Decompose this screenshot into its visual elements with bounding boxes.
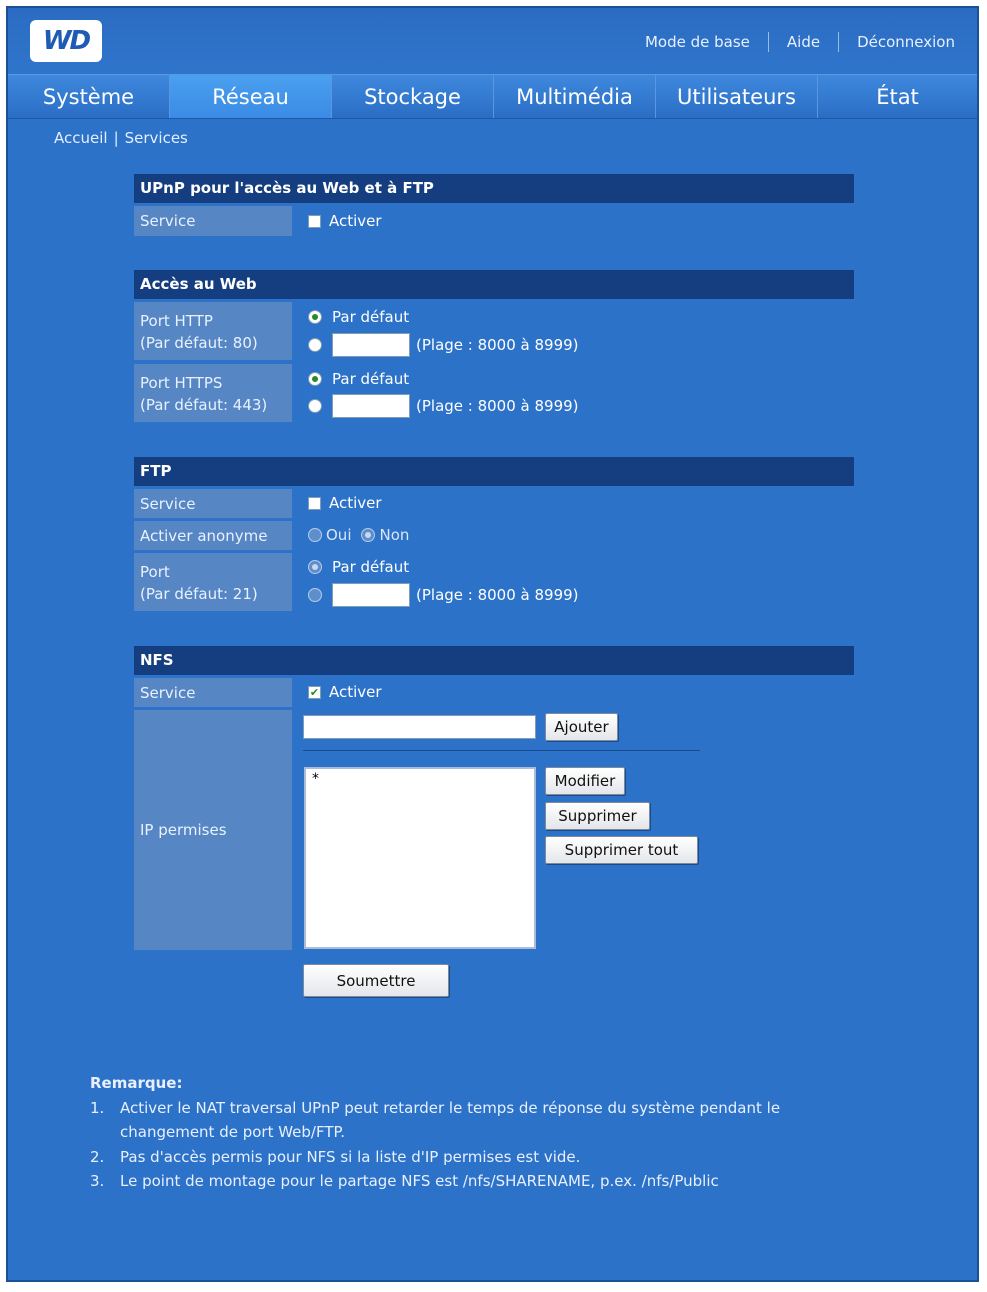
ftp-anon-non-radio[interactable] — [361, 528, 375, 542]
link-divider — [768, 32, 769, 52]
logout-link[interactable]: Déconnexion — [857, 33, 955, 51]
wd-logo[interactable] — [30, 20, 102, 62]
ftp-activer-label: Activer — [329, 494, 382, 512]
nfs-ip-input[interactable] — [303, 715, 536, 739]
link-divider — [838, 32, 839, 52]
web-section-title: Accès au Web — [134, 270, 854, 299]
upnp-service-label: Service — [134, 206, 292, 236]
ip-list-item[interactable]: * — [312, 771, 319, 787]
ftp-service-label: Service — [134, 489, 292, 518]
supprimer-tout-button[interactable]: Supprimer tout — [545, 836, 698, 864]
tab-reseau[interactable]: Réseau — [170, 75, 332, 118]
supprimer-button[interactable]: Supprimer — [545, 802, 650, 830]
remarque-note — [90, 1071, 780, 1194]
divider — [303, 750, 700, 751]
tab-stockage[interactable]: Stockage — [332, 75, 494, 118]
remarque-title: Remarque: — [90, 1074, 183, 1092]
nfs-section-title: NFS — [134, 646, 854, 675]
ftp-anon-label: Activer anonyme — [134, 521, 292, 550]
tab-systeme[interactable]: Système — [8, 75, 170, 118]
http-port-input[interactable] — [332, 333, 410, 357]
breadcrumb-current: Services — [124, 129, 188, 147]
nfs-activer-label: Activer — [329, 683, 382, 701]
breadcrumb: Accueil | Services — [54, 129, 188, 147]
help-link[interactable]: Aide — [786, 33, 821, 51]
ftp-section-title: FTP — [134, 457, 854, 486]
main-nav — [8, 74, 977, 119]
ftp-activer-checkbox[interactable] — [308, 497, 321, 510]
nfs-ip-label: IP permises — [134, 710, 292, 950]
top-links — [645, 32, 955, 52]
top-bar — [8, 8, 977, 74]
app-window: WD Mode de base Aide Déconnexion Système Réseau Stockage Multimédia Utilisateurs État Accueil | Services UPnP pour l'accès au Web et à FTP Service Activer Accès au Web Port HTTP (Par défaut: 80) Par défaut (Plage : 8000 à 8999) Port HTTPS (Par défaut: 443) Par défaut (Plage : 8000 à 8999) FTP Service Activer Activer anonyme Oui Non Port (Par défaut: 21) Par défaut (Plage : 8000 à 8999) NFS Service ✔ Activer IP permises Ajouter * Modifier Supprimer Supprimer tout Soumettre Remarque: 1. Activer le NAT traversal UPnP peut retarder le temps de réponse du système pendant le changement de port Web/FTP. 2. Pas d'accès permis pour NFS si la liste d'IP permises est vide. 3. Le point de montage pour le partage NFS est /nfs/SHARENAME, p.ex. /nfs/Public — [6, 6, 979, 1282]
ftp-port-input[interactable] — [332, 583, 410, 607]
https-custom-radio[interactable] — [308, 399, 322, 413]
tab-multimedia[interactable]: Multimédia — [494, 75, 656, 118]
tab-etat[interactable]: État — [818, 75, 977, 118]
http-port-label: Port HTTP (Par défaut: 80) — [134, 302, 292, 360]
modifier-button[interactable]: Modifier — [545, 767, 625, 795]
upnp-section-title: UPnP pour l'accès au Web et à FTP — [134, 174, 854, 203]
upnp-activer-checkbox[interactable] — [308, 215, 321, 228]
http-custom-radio[interactable] — [308, 338, 322, 352]
upnp-activer-label: Activer — [329, 212, 382, 230]
https-port-label: Port HTTPS (Par défaut: 443) — [134, 364, 292, 422]
basic-mode-link[interactable]: Mode de base — [644, 33, 750, 51]
https-port-input[interactable] — [332, 394, 410, 418]
ftp-port-label: Port (Par défaut: 21) — [134, 553, 292, 611]
http-default-radio[interactable] — [308, 310, 322, 324]
nfs-activer-checkbox[interactable] — [308, 686, 321, 699]
breadcrumb-home[interactable]: Accueil — [54, 129, 108, 147]
note-item: 3. Le point de montage pour le partage NFS est /nfs/SHARENAME, p.ex. /nfs/Public — [90, 1172, 719, 1190]
ajouter-button[interactable]: Ajouter — [545, 713, 618, 741]
soumettre-button[interactable]: Soumettre — [303, 964, 449, 997]
logo-text: WD — [42, 26, 90, 56]
nfs-ip-list[interactable] — [304, 767, 536, 949]
ftp-anon-oui-radio[interactable] — [308, 528, 322, 542]
ftp-default-radio[interactable] — [308, 560, 322, 574]
note-item: 2. Pas d'accès permis pour NFS si la liste d'IP permises est vide. — [90, 1147, 581, 1166]
https-default-radio[interactable] — [308, 372, 322, 386]
tab-utilisateurs[interactable]: Utilisateurs — [656, 75, 818, 118]
note-item: 1. Activer le NAT traversal UPnP peut retarder le temps de réponse du système pendant le changement de port Web/FTP. — [90, 1098, 781, 1141]
ftp-custom-radio[interactable] — [308, 588, 322, 602]
nfs-service-label: Service — [134, 678, 292, 707]
